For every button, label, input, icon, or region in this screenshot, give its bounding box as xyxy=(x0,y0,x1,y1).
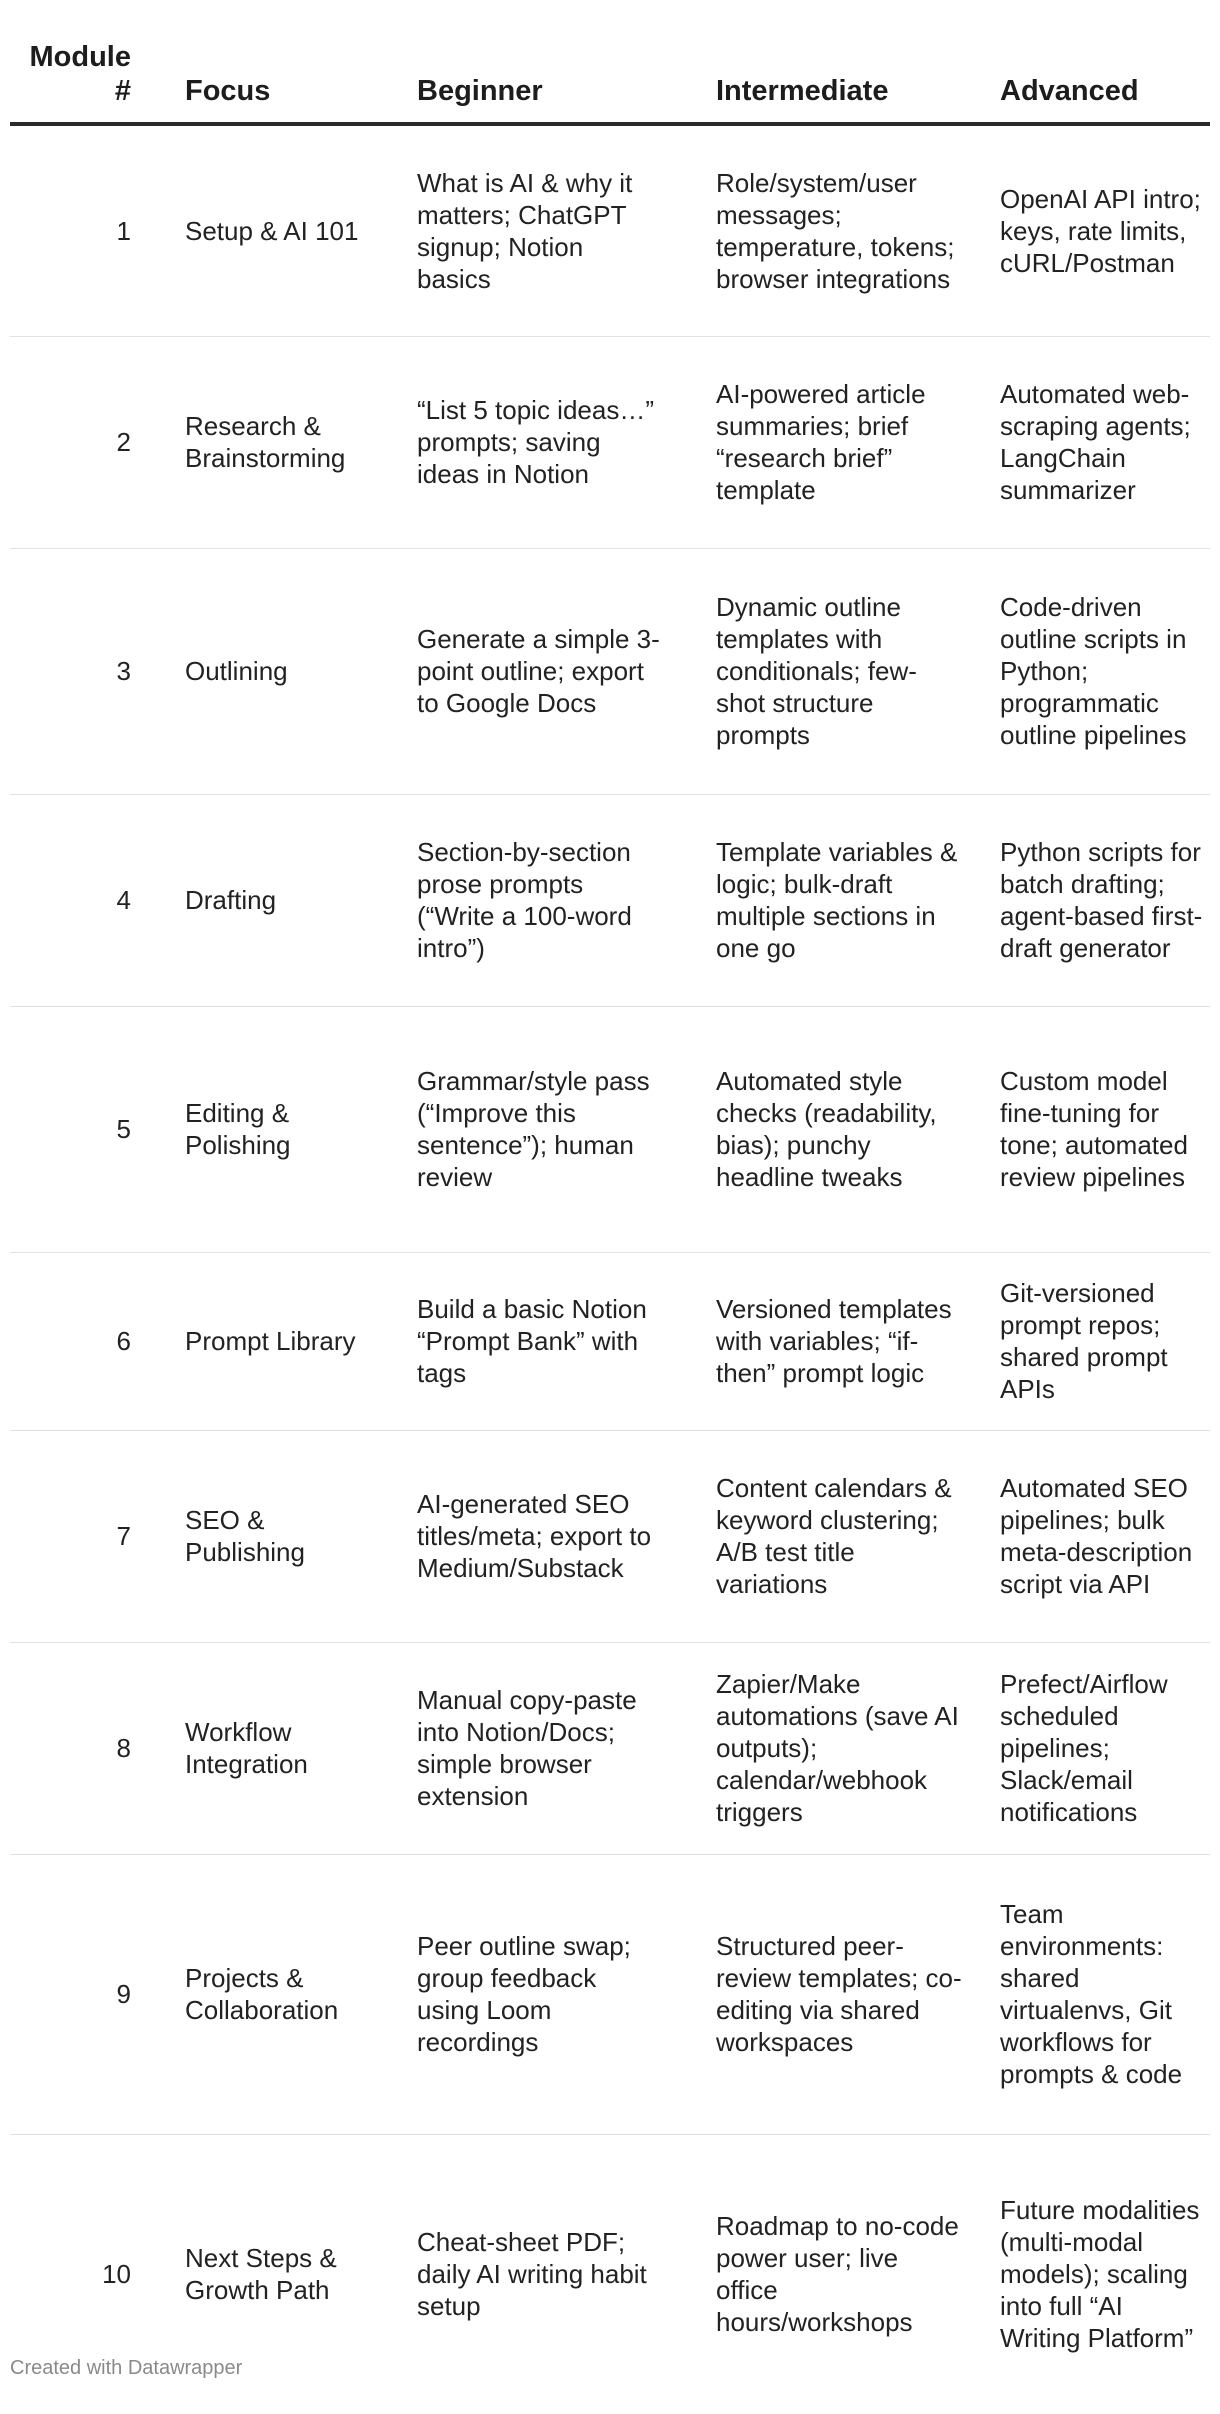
cell-module: 2 xyxy=(10,336,145,548)
cell-focus: Outlining xyxy=(145,548,385,794)
table-row xyxy=(10,794,1210,1006)
cell-focus: SEO & Publishing xyxy=(145,1430,385,1642)
cell-focus: Projects & Collaboration xyxy=(145,1854,385,2134)
cell-intermediate: Template variables & logic; bulk-draft multiple sections in one go xyxy=(680,794,978,1006)
table-row xyxy=(10,124,1210,336)
header-advanced: Advanced xyxy=(978,40,1210,124)
cell-intermediate: Roadmap to no-code power user; live office hours/workshops xyxy=(716,2211,959,2338)
cell-beginner: Generate a simple 3-point outline; export to Google Docs xyxy=(385,548,680,794)
table-row xyxy=(10,1642,1210,1854)
cell-beginner: AI-generated SEO titles/meta; export to Medium/Substack xyxy=(385,1430,680,1642)
cell-intermediate: Structured peer-review templates; co-editing via shared workspaces xyxy=(680,1854,978,2134)
cell-beginner: What is AI & why it matters; ChatGPT signup; Notion basics xyxy=(385,124,680,336)
cell-module: 9 xyxy=(10,1854,145,2134)
table-row xyxy=(10,336,1210,548)
cell-advanced: OpenAI API intro; keys, rate limits, cURL/Postman xyxy=(978,124,1210,336)
cell-advanced: Automated web-scraping agents; LangChain summarizer xyxy=(978,336,1210,548)
cell-module: 3 xyxy=(10,548,145,794)
cell-beginner: Peer outline swap; group feedback using Loom recordings xyxy=(385,1854,680,2134)
header-module xyxy=(10,40,145,124)
header-focus: Focus xyxy=(145,40,385,124)
table-header-row xyxy=(10,40,1210,124)
cell-focus: Prompt Library xyxy=(145,1252,385,1430)
table-body xyxy=(10,124,1210,2414)
cell-advanced: Python scripts for batch drafting; agent-based first-draft generator xyxy=(978,794,1210,1006)
cell-beginner: Grammar/style pass (“Improve this sentence”); human review xyxy=(385,1006,680,1252)
cell-module: 8 xyxy=(10,1642,145,1854)
cell-advanced: Custom model fine-tuning for tone; automated review pipelines xyxy=(978,1006,1210,1252)
cell-module: 1 xyxy=(10,124,145,336)
cell-advanced: Team environments: shared virtualenvs, Git workflows for prompts & code xyxy=(978,1854,1210,2134)
cell-intermediate: Role/system/user messages; temperature, tokens; browser integrations xyxy=(680,124,978,336)
cell-intermediate: Zapier/Make automations (save AI outputs); calendar/webhook triggers xyxy=(680,1642,978,1854)
header-intermediate: Intermediate xyxy=(680,40,978,124)
cell-intermediate: Automated style checks (readability, bias); punchy headline tweaks xyxy=(680,1006,978,1252)
cell-focus: Research & Brainstorming xyxy=(145,336,385,548)
cell-beginner: “List 5 topic ideas…” prompts; saving ideas in Notion xyxy=(385,336,680,548)
cell-intermediate: Versioned templates with variables; “if-then” prompt logic xyxy=(680,1252,978,1430)
cell-focus: Editing & Polishing xyxy=(145,1006,385,1252)
table-row xyxy=(10,548,1210,794)
table-row xyxy=(10,1252,1210,1430)
cell-focus: Workflow Integration xyxy=(145,1642,385,1854)
cell-beginner: Manual copy-paste into Notion/Docs; simple browser extension xyxy=(385,1642,680,1854)
cell-advanced: Git-versioned prompt repos; shared prompt APIs xyxy=(978,1252,1210,1430)
cell-intermediate: Dynamic outline templates with conditionals; few-shot structure prompts xyxy=(680,548,978,794)
table-row xyxy=(10,1006,1210,1252)
cell-advanced: Automated SEO pipelines; bulk meta-description script via API xyxy=(978,1430,1210,1642)
cell-focus: Drafting xyxy=(145,794,385,1006)
header-beginner: Beginner xyxy=(385,40,680,124)
table-row xyxy=(10,1854,1210,2134)
cell-focus: Next Steps & Growth Path xyxy=(185,2243,337,2306)
cell-beginner: Build a basic Notion “Prompt Bank” with tags xyxy=(385,1252,680,1430)
header-module-label: Module # xyxy=(29,41,131,107)
cell-module: 4 xyxy=(10,794,145,1006)
cell-advanced: Code-driven outline scripts in Python; programmatic outline pipelines xyxy=(978,548,1210,794)
datawrapper-credit: Created with Datawrapper xyxy=(10,2357,243,2379)
cell-advanced: Future modalities (multi-modal models); scaling into full “AI Writing Platform” xyxy=(1000,2195,1200,2354)
cell-beginner: Cheat-sheet PDF; daily AI writing habit setup xyxy=(417,2227,647,2322)
cell-intermediate: Content calendars & keyword clustering; A/B test title variations xyxy=(680,1430,978,1642)
cell-module: 6 xyxy=(10,1252,145,1430)
curriculum-table xyxy=(10,40,1210,2414)
cell-module: 7 xyxy=(10,1430,145,1642)
cell-intermediate: AI-powered article summaries; brief “research brief” template xyxy=(680,336,978,548)
table-row xyxy=(10,1430,1210,1642)
cell-advanced: Prefect/Airflow scheduled pipelines; Slack/email notifications xyxy=(978,1642,1210,1854)
curriculum-table-container xyxy=(10,40,1210,2414)
cell-beginner: Section-by-section prose prompts (“Write a 100-word intro”) xyxy=(385,794,680,1006)
cell-focus: Setup & AI 101 xyxy=(145,124,385,336)
cell-module: 5 xyxy=(10,1006,145,1252)
cell-module: 10 xyxy=(102,2259,131,2290)
